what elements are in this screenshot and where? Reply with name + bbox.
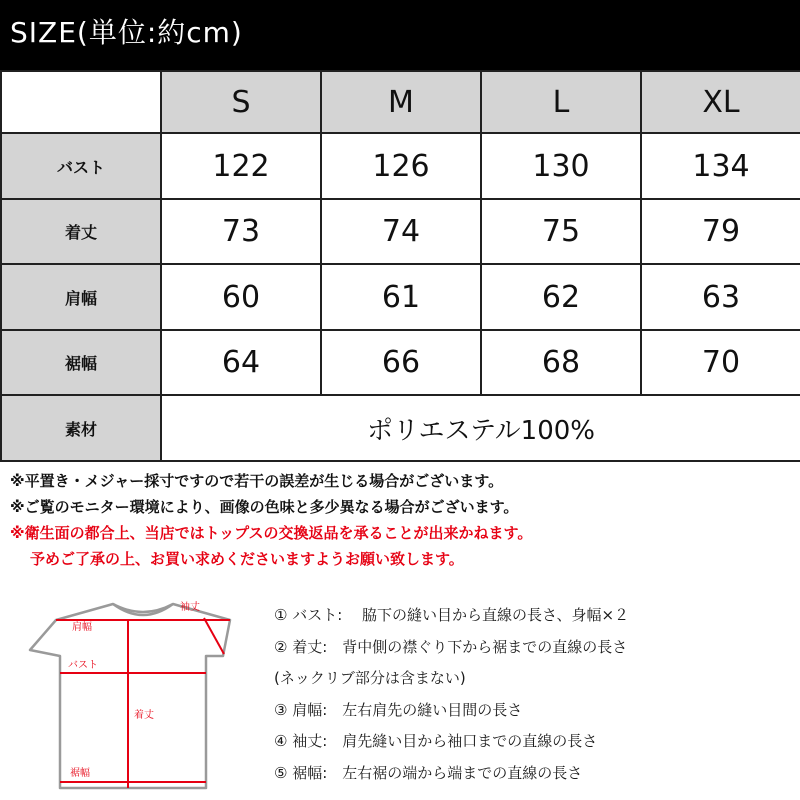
row-label-length: 着丈 — [1, 199, 161, 265]
measurement-legend — [274, 600, 794, 789]
size-m-header: M — [321, 71, 481, 133]
size-s-header: S — [161, 71, 321, 133]
note-measurement: ※平置き・メジャー採寸ですので若干の誤差が生じる場合がございます。 — [10, 472, 504, 490]
legend-item-bust: ① バスト: 脇下の縫い目から直線の長さ、身幅×２ — [274, 606, 630, 624]
row-label-hem: 裾幅 — [1, 330, 161, 396]
note-acknowledge: 予めご了承の上、お買い求めくださいますようお願い致します。 — [30, 550, 464, 568]
size-xl-header: XL — [641, 71, 800, 133]
table-cell: 63 — [641, 264, 800, 330]
tshirt-outline-icon — [18, 596, 258, 792]
table-cell: 73 — [161, 199, 321, 265]
row-label-bust: バスト — [1, 133, 161, 199]
table-cell: 61 — [321, 264, 481, 330]
table-cell: 79 — [641, 199, 800, 265]
table-cell: 68 — [481, 330, 641, 396]
size-table — [0, 70, 800, 462]
table-row-shoulder — [1, 264, 800, 330]
legend-item-hem: ⑤ 裾幅: 左右裾の端から端までの直線の長さ — [274, 763, 583, 782]
table-row-material — [1, 395, 800, 461]
table-cell: 74 — [321, 199, 481, 265]
legend-item-shoulder: ③ 肩幅: 左右肩先の縫い目間の長さ — [274, 700, 523, 719]
material-value: ポリエステル100% — [161, 395, 800, 461]
table-cell: 122 — [161, 133, 321, 199]
table-cell: 70 — [641, 330, 800, 396]
corner-cell — [1, 71, 161, 133]
table-cell: 60 — [161, 264, 321, 330]
notes — [10, 468, 790, 572]
size-l-header: L — [481, 71, 641, 133]
table-row-hem — [1, 330, 800, 396]
row-label-shoulder: 肩幅 — [1, 264, 161, 330]
legend-item-length-note: (ネックリブ部分は含まない) — [274, 669, 466, 687]
hem-label: 裾幅 — [70, 768, 90, 779]
table-cell: 64 — [161, 330, 321, 396]
bust-label: バスト — [68, 660, 98, 671]
table-cell: 130 — [481, 133, 641, 199]
shoulder-label: 肩幅 — [72, 622, 92, 633]
row-label-material: 素材 — [1, 395, 161, 461]
legend-item-sleeve: ④ 袖丈: 肩先縫い目から袖口までの直線の長さ — [274, 732, 598, 750]
table-cell: 75 — [481, 199, 641, 265]
table-row-bust — [1, 133, 800, 199]
size-header-bar — [0, 0, 800, 70]
table-cell: 126 — [321, 133, 481, 199]
table-row-length — [1, 199, 800, 265]
size-header-row — [1, 71, 800, 133]
sleeve-label: 袖丈 — [180, 602, 200, 613]
tshirt-measurement-diagram — [18, 596, 258, 792]
table-cell: 66 — [321, 330, 481, 396]
note-no-returns: ※衛生面の都合上、当店ではトップスの交換返品を承ることが出来かねます。 — [10, 524, 533, 542]
note-monitor: ※ご覧のモニター環境により、画像の色味と多少異なる場合がございます。 — [10, 498, 519, 516]
table-cell: 134 — [641, 133, 800, 199]
length-label: 着丈 — [134, 710, 154, 721]
size-title: SIZE(単位:約cm) — [10, 16, 243, 49]
legend-item-length: ② 着丈: 背中側の襟ぐり下から裾までの直線の長さ — [274, 637, 628, 656]
table-cell: 62 — [481, 264, 641, 330]
